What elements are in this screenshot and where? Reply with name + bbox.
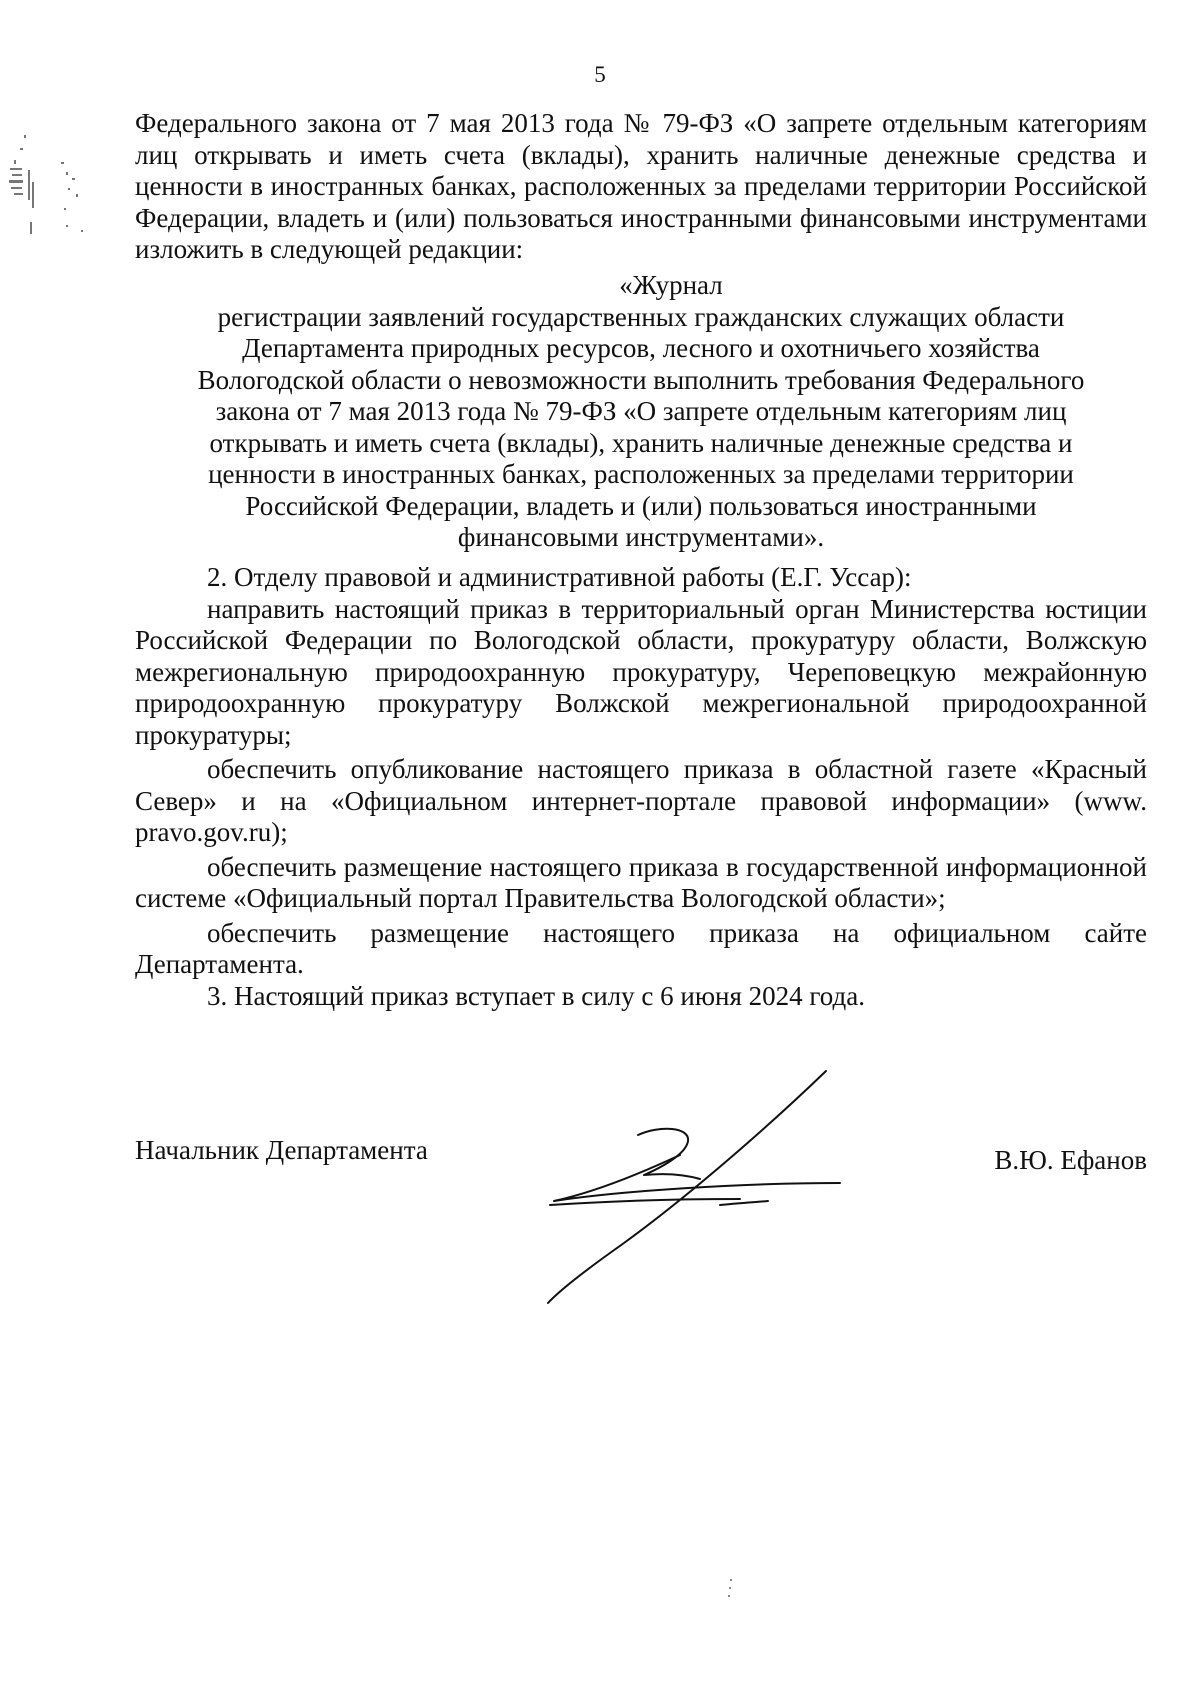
journal-title-line: Вологодской области о невозможности выполнить требования Федерального [197, 364, 1085, 395]
order-paragraphs [135, 562, 1147, 1012]
journal-title-line: финансовыми инструментами». [457, 522, 825, 552]
journal-title-line: «Журнал [619, 270, 723, 300]
paragraph-item-2-heading: 2. Отделу правовой и административной работы (Е.Г. Уссар): [207, 562, 912, 592]
paragraph-item-3-effective-date: 3. Настоящий приказ вступает в силу с 6 июня 2024 года. [207, 980, 865, 1011]
signer-name: В.Ю. Ефанов [994, 1145, 1147, 1175]
journal-title [135, 270, 1147, 554]
journal-title-line: закона от 7 мая 2013 года № 79-ФЗ «О запрете отдельным категориям лиц [215, 396, 1067, 426]
journal-title-line: открывать и иметь счета (вклады), хранить наличные денежные средства и [209, 427, 1073, 458]
scan-artifact-marks [6, 130, 101, 250]
intro-paragraph: Федерального закона от 7 мая 2013 года № 79-ФЗ «О запрете отдельным категориям лиц открывать и иметь счета (вклады), хранить наличные денежные средства и ценности в иностранных банках, расположенных за пределами территории Российской Федерации, владеть и (или) пользоваться иностранными финансовыми инструментами изложить в следующей редакции: [135, 108, 1147, 264]
journal-title-line: Российской Федерации, владеть и (или) пользоваться иностранными [245, 490, 1037, 521]
journal-title-line: Департамента природных ресурсов, лесного и охотничьего хозяйства [242, 333, 1040, 363]
journal-title-line: ценности в иностранных банках, расположенных за пределами территории [208, 459, 1074, 489]
paragraph-send-order: направить настоящий приказ в территориальный орган Министерства юстиции Российской Федерации по Вологодской области, прокуратуру области, Волжскую межрегиональную природоохранную прокуратуру, Череповецкую межрайонную природоохранную прокуратуру Волжской межрегиональной природоохранной прокуратуры; [135, 593, 1147, 750]
handwritten-signature [540, 1065, 870, 1305]
paragraph-place-website: обеспечить размещение настоящего приказа на официальном сайте Департамента. [135, 917, 1147, 979]
signer-position: Начальник Департамента [135, 1135, 428, 1165]
page-number: 5 [594, 62, 606, 87]
paragraph-place-gis: обеспечить размещение настоящего приказа в государственной информационной системе «Официальный портал Правительства Вологодской области»; [135, 851, 1147, 913]
scan-artifact-dot [726, 1575, 736, 1605]
paragraph-publish-order: обеспечить опубликование настоящего приказа в областной газете «Красный Север» и на «Официальном интернет-портале правовой информации» (www. pravo.gov.ru); [135, 754, 1147, 847]
journal-title-line: регистрации заявлений государственных гражданских служащих области [217, 301, 1065, 332]
